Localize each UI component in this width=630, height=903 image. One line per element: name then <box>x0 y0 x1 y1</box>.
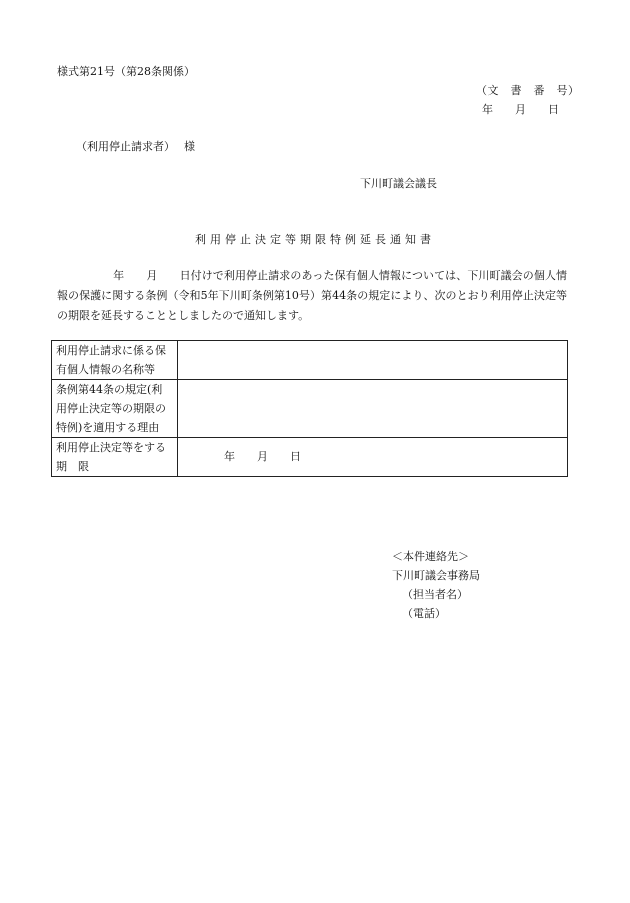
table-label: 条例第44条の規定(利用停止決定等の期限の特例)を適用する理由 <box>52 380 178 438</box>
table-value <box>178 380 568 438</box>
table-label: 利用停止決定等をする 期 限 <box>52 438 178 477</box>
document-number: （文 書 番 号） <box>476 84 580 97</box>
contact-person: （担当者名） <box>402 588 468 601</box>
table-row <box>52 341 568 380</box>
contact-block <box>392 547 480 623</box>
info-table <box>51 340 568 477</box>
document-date: 年 月 日 <box>482 103 559 116</box>
table-row <box>52 438 568 477</box>
body-text <box>57 266 567 326</box>
table-label: 利用停止請求に係る保有個人情報の名称等 <box>52 341 178 380</box>
contact-office: 下川町議会事務局 <box>392 569 480 582</box>
issuer: 下川町議会議長 <box>360 177 437 190</box>
deadline-value: 年 月 日 <box>178 438 568 477</box>
contact-heading: ＜本件連絡先＞ <box>392 550 469 563</box>
form-number: 様式第21号（第28条関係） <box>57 65 195 78</box>
contact-phone: （電話） <box>402 607 446 620</box>
table-row <box>52 380 568 438</box>
table-value <box>178 341 568 380</box>
recipient: （利用停止請求者） 様 <box>76 140 195 153</box>
body-paragraph: 年 月 日付けで利用停止請求のあった保有個人情報については、下川町議会の個人情報の保護に関する条例（令和5年下川町条例第10号）第44条の規定により、次のとおり利用停止決定等の期限を延長することとしましたので通知します。 <box>57 269 567 322</box>
document-title: 利用停止決定等期限特例延長通知書 <box>195 233 435 246</box>
